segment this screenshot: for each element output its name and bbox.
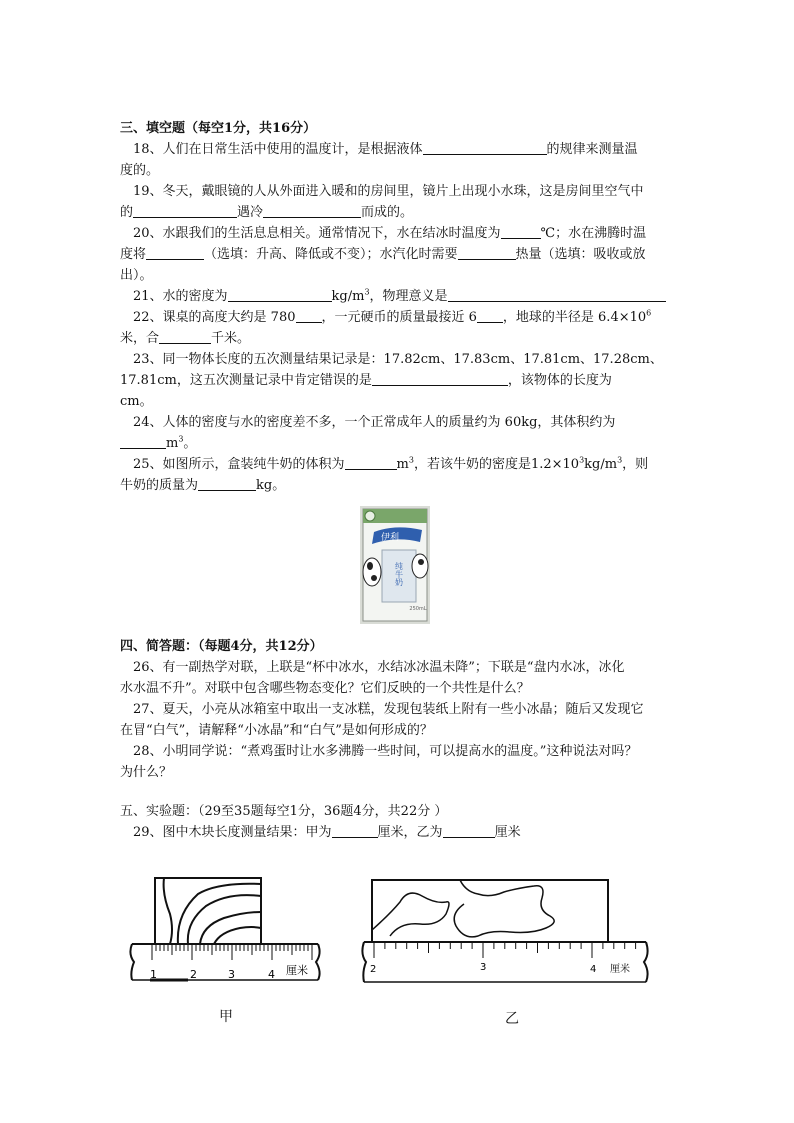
- unit-label: 厘米: [286, 964, 308, 977]
- question-27: 27、夏天，小亮从冰箱室中取出一支冰糕，发现包装纸上附有一些小冰晶；随后又发现它 在冒“白气”，请解释“小冰晶”和“白气”是如何形成的？: [120, 702, 644, 738]
- tick-label: 4: [268, 968, 275, 981]
- answer-blank[interactable]: [501, 224, 541, 239]
- milk-carton-image: [360, 506, 430, 624]
- answer-blank[interactable]: [120, 434, 166, 449]
- answer-blank[interactable]: [159, 329, 211, 344]
- ruler-ticks: [152, 944, 312, 960]
- section3-title: 三、填空题（每空1分，共16分）: [120, 121, 317, 136]
- question-24: 24、人体的密度与水的密度差不多，一个正常成年人的质量约为 60kg，其体积约为 $m^3$。: [120, 412, 676, 454]
- ruler-figure-yi: [360, 874, 650, 994]
- figure-label-yi: 乙: [505, 1011, 519, 1027]
- answer-blank[interactable]: [296, 308, 322, 323]
- question-25: 25、如图所示，盒装纯牛奶的体积为 $m^3$，若该牛奶的密度是$1.2\times 10^3kg/m^3$，则 牛奶的质量为 kg。: [120, 455, 649, 493]
- answer-blank[interactable]: [448, 287, 666, 302]
- tick-label: 2: [370, 964, 377, 975]
- answer-blank[interactable]: [263, 203, 361, 218]
- question-22: 22、课桌的高度大约是 780 ，一元硬币的质量最接近 6 ，地球的半径是 $6.4\times 10^6$ 米，合 千米。: [120, 308, 652, 346]
- section5-title: 五、实验题：（29至35题每空1分，36题4分，共22分 ）: [120, 804, 448, 819]
- answer-blank[interactable]: [146, 245, 204, 260]
- milk-figure: [120, 496, 676, 636]
- brand-text: 伊利: [380, 533, 400, 543]
- question-28: 28、小明同学说：“煮鸡蛋时让水多沸腾一些时间，可以提高水的温度。”这种说法对吗？ 为什么？: [120, 744, 638, 780]
- figure-label-jia: 甲: [219, 1009, 233, 1025]
- tick-label: 1: [150, 968, 157, 981]
- section4-title: 四、简答题：（每题4分，共12分）: [120, 639, 323, 654]
- question-29: 29、图中木块长度测量结果：甲为 厘米，乙为 厘米: [133, 825, 521, 840]
- question-21: 21、水的密度为 $kg/m^3$，物理意义是: [120, 286, 676, 307]
- question-19: 19、冬天，戴眼镜的人从外面进入暖和的房间里，镜片上出现小水珠，这是房间里空气中 的 遇冷 而成的。: [120, 184, 644, 220]
- question-23: 23、同一物体长度的五次测量结果记录是：17.82cm、17.83cm、17.81cm、17.28cm、 17.81cm，这五次测量记录中肯定错误的是 ，该物体的长度为 cm。: [120, 352, 663, 409]
- answer-blank[interactable]: [477, 308, 503, 323]
- answer-blank[interactable]: [458, 245, 516, 260]
- answer-blank[interactable]: [443, 823, 495, 838]
- product-text: 纯牛奶: [394, 562, 404, 586]
- tick-label: 2: [190, 968, 197, 981]
- answer-blank[interactable]: [372, 371, 508, 386]
- tick-label: 3: [480, 962, 487, 973]
- answer-blank[interactable]: [345, 455, 397, 470]
- question-20: 20、水跟我们的生活息息相关。通常情况下，水在结冰时温度为 ℃；水在沸腾时温 度将 （选填：升高、降低或不变）；水汽化时需要 热量（选填：吸收或放 出）。: [120, 226, 647, 283]
- question-26: 26、有一副热学对联，上联是“杯中冰水，水结冰冰温未降”；下联是“盘内水冰，冰化 水水温不升”。对联中包含哪些物态变化？它们反映的一个共性是什么？: [120, 660, 625, 696]
- answer-blank[interactable]: [332, 823, 378, 838]
- unit-label: 厘米: [610, 964, 630, 975]
- volume-text: 250mL: [409, 606, 427, 612]
- exam-page: [120, 118, 676, 843]
- answer-blank[interactable]: [423, 140, 547, 155]
- tick-label: 4: [590, 964, 597, 975]
- answer-blank[interactable]: [228, 287, 332, 302]
- question-18: 18、人们在日常生活中使用的温度计，是根据液体 的规律来测量温 度的。: [120, 142, 638, 178]
- ruler-figure-jia: [128, 874, 338, 994]
- answer-blank[interactable]: [198, 476, 256, 491]
- ruler-ticks: [374, 942, 636, 958]
- tick-label: 3: [228, 968, 235, 981]
- answer-blank[interactable]: [133, 203, 237, 218]
